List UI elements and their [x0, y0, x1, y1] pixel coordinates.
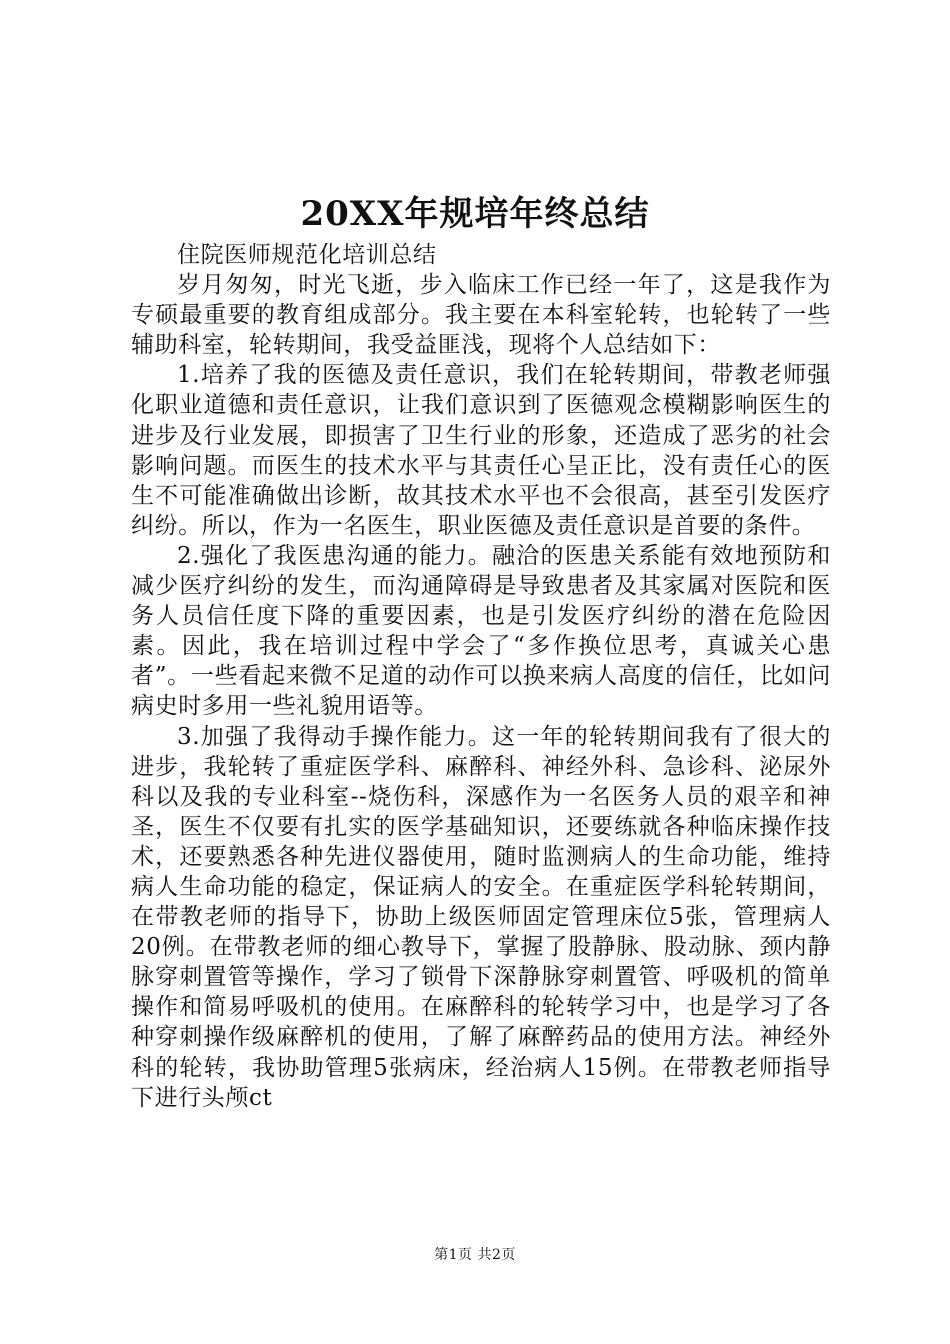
intro-paragraph: 岁月匆匆，时光飞逝，步入临床工作已经一年了，这是我作为专硕最重要的教育组成部分。我主要在本科室轮转，也轮转了一些辅助科室，轮转期间，我受益匪浅，现将个人总结如下：: [131, 272, 831, 359]
document-title: 20XX年规培年终总结: [300, 194, 650, 234]
section-2-paragraph: 2.强化了我医患沟通的能力。融洽的医患关系能有效地预防和减少医疗纠纷的发生，而沟通障碍是导致患者及其家属对医院和医务人员信任度下降的重要因素，也是引发医疗纠纷的潜在危险因素。因此，我在培训过程中学会了“多作换位思考，真诚关心患者”。一些看起来微不足道的动作可以换来病人高度的信任，比如问病史时多用一些礼貌用语等。: [131, 542, 831, 720]
section-3-paragraph: 3.加强了我得动手操作能力。这一年的轮转期间我有了很大的进步，我轮转了重症医学科、麻醉科、神经外科、急诊科、泌尿外科以及我的专业科室--烧伤科，深感作为一名医务人员的艰辛和神圣，医生不仅要有扎实的医学基础知识，还要练就各种临床操作技术，还要熟悉各种先进仪器使用，随时监测病人的生命功能，维持病人生命功能的稳定，保证病人的安全。在重症医学科轮转期间，在带教老师的指导下，协助上级医师固定管理床位5张，管理病人20例。在带教老师的细心教导下，掌握了股静脉、股动脉、颈内静脉穿刺置管等操作，学习了锁骨下深静脉穿刺置管、呼吸机的简单操作和简易呼吸机的使用。在麻醉科的轮转学习中，也是学习了各种穿刺操作级麻醉机的使用，了解了麻醉药品的使用方法。神经外科的轮转，我协助管理5张病床，经治病人15例。在带教老师指导下进行头颅ct: [131, 723, 831, 1111]
document-body: [131, 240, 831, 1113]
page-number-footer: 第1页 共2页: [434, 1247, 516, 1263]
subtitle-paragraph: 住院医师规范化培训总结: [177, 242, 437, 268]
section-1-paragraph: 1.培养了我的医德及责任意识，我们在轮转期间，带教老师强化职业道德和责任意识，让我们意识到了医德观念模糊影响医生的进步及行业发展，即损害了卫生行业的形象，还造成了恶劣的社会影响问题。而医生的技术水平与其责任心呈正比，没有责任心的医生不可能准确做出诊断，故其技术水平也不会很高，甚至引发医疗纠纷。所以，作为一名医生，职业医德及责任意识是首要的条件。: [131, 362, 831, 539]
